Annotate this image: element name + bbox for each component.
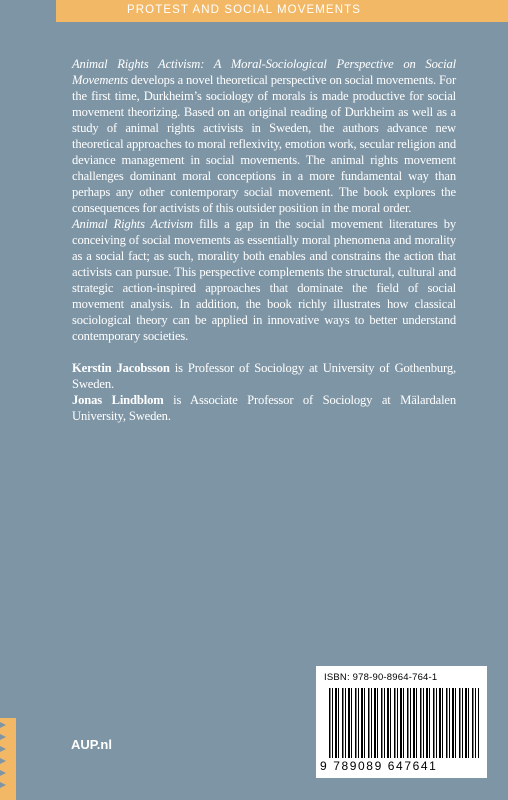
author-description-2: is Associate Professor of Sociology at Mälardalen University, Sweden. [72, 393, 457, 423]
blurb-text-1: develops a novel theoretical perspective on social movements. For the first time, Durkheim’s sociology of morals is made productive for social movement theorizing. Based on an original reading of Durkheim as well as a study of animal rights activists in Sweden, the authors advance new theoretical approaches to moral reflexivity, emotion work, secular religion and deviance management in social movements. The animal rights movement challenges dominant moral conceptions in a more fundamental way than perhaps any other contemporary social movement. The book explores the consequences for activists of this outsider position in the moral order. [72, 73, 456, 215]
publisher-edge-strip [0, 718, 16, 800]
series-banner [56, 0, 508, 22]
author-name-2: Jonas Lindblom [72, 393, 164, 407]
blurb-text-2: fills a gap in the social movement literatures by conceiving of social movements as essentially moral phenomena and morality as a social fact; as such, morality both enables and constrains the action that activists can pursue. This perspective complements the structural, cultural and strategic action-inspired approaches that dominate the field of social movement analysis. In addition, the book richly illustrates how classical sociological theory can be applied in innovative ways to better understand contemporary societies. [72, 217, 456, 343]
publisher-website: AUP.nl [71, 737, 112, 752]
book-title-italic: Animal Rights Activism: A Moral-Sociological Perspective on Social Movements [72, 57, 456, 87]
book-title-italic-short: Animal Rights Activism [72, 217, 193, 231]
back-cover-text [72, 56, 456, 424]
blurb-paragraph-1 [72, 56, 456, 216]
blurb-paragraph-2 [72, 216, 456, 344]
author-bio-1 [72, 360, 456, 392]
barcode-bars [329, 688, 479, 758]
isbn-barcode [316, 666, 487, 778]
barcode-digits: 9 789089 647641 [320, 759, 438, 773]
author-name-1: Kerstin Jacobsson [72, 361, 170, 375]
isbn-label: ISBN: 978-90-8964-764-1 [324, 672, 438, 683]
series-title: PROTEST AND SOCIAL MOVEMENTS [127, 4, 362, 16]
author-bio-2 [72, 392, 456, 424]
author-description-1: is Professor of Sociology at University of Gothenburg, Sweden. [72, 361, 456, 391]
